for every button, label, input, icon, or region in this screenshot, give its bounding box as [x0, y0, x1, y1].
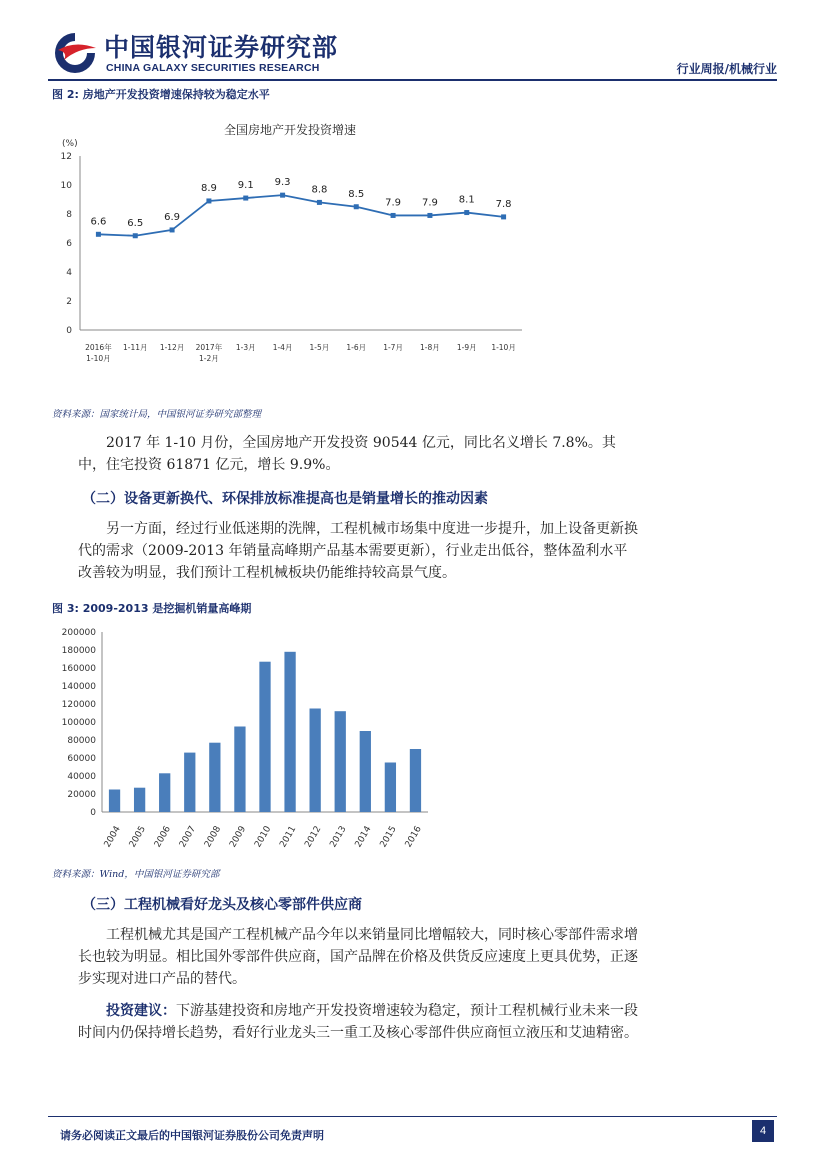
chart1-point [427, 213, 432, 218]
chart2-ytick-label: 120000 [61, 700, 96, 710]
chart1-xtick-label: 1-2月 [199, 354, 219, 363]
chart2-xtick-label: 2011 [278, 824, 299, 850]
footer-divider [48, 1116, 777, 1117]
chart1-data-label: 7.9 [421, 197, 438, 209]
chart2-bar [234, 727, 245, 813]
chart1-ylabel: (%) [62, 139, 78, 149]
chart2-bar [284, 652, 295, 812]
chart1-point [464, 210, 469, 215]
chart2-xtick-label: 2004 [102, 824, 123, 850]
chart1-point [133, 233, 138, 238]
paragraph-investment-text: 2017 年 1-10 月份，全国房地产开发投资 90544 亿元，同比名义增长 7.8%。其中，住宅投资 61871 亿元，增长 9.9%。 [78, 435, 616, 473]
page-number: 4 [752, 1120, 774, 1142]
chart1-xtick-label: 1-8月 [420, 343, 440, 352]
chart2-bar [109, 790, 120, 813]
chart1-xtick-label: 1-3月 [235, 343, 256, 352]
chart1-point [280, 193, 285, 198]
chart2-bar [259, 662, 270, 812]
chart1-data-label: 8.1 [458, 194, 475, 206]
chart2-bar [310, 709, 321, 813]
chart2-bar [410, 749, 421, 812]
chart1-ytick-label: 6 [66, 239, 72, 249]
galaxy-logo-icon [52, 30, 98, 76]
chart1-point [170, 227, 175, 232]
chart1-point [243, 196, 248, 201]
chart1-xtick-label: 1-7月 [383, 343, 403, 352]
figure2-caption: 图 2: 房地产开发投资增速保持较为稳定水平 [52, 88, 270, 101]
chart1-ytick-label: 4 [66, 268, 72, 278]
chart1-xtick-label: 1-10月 [86, 354, 111, 363]
chart2-bar [134, 788, 145, 812]
chart1-point [206, 198, 211, 203]
chart2-xtick-label: 2008 [203, 824, 224, 850]
chart1-data-label: 9.1 [237, 180, 254, 192]
report-category: 行业周报/机械行业 [676, 62, 777, 76]
paragraph-core-parts [78, 924, 638, 990]
line-chart-investment-growth [50, 104, 530, 394]
chart1-ytick-label: 12 [60, 152, 72, 162]
chart2-ytick-label: 140000 [61, 682, 96, 692]
chart2-bar [184, 753, 195, 812]
chart1-xtick-label: 1-10月 [491, 343, 516, 352]
chart2-ytick-label: 100000 [61, 718, 96, 728]
chart2-xtick-label: 2007 [177, 824, 199, 850]
header-divider [48, 79, 777, 81]
paragraph-core-parts-text: 工程机械尤其是国产工程机械产品今年以来销量同比增幅较大，同时核心零部件需求增长也较为明显。相比国外零部件供应商，国产品牌在价格及供货反应速度上更具优势，正逐步实现对进口产品的替代。 [78, 927, 638, 987]
chart2-xtick-label: 2016 [403, 824, 424, 850]
chart1-data-label: 7.8 [495, 198, 512, 210]
chart2-xtick-label: 2015 [378, 824, 399, 850]
chart2-bar [385, 763, 396, 813]
chart1-data-label: 8.5 [348, 188, 365, 200]
section-2-title: （二）设备更新换代、环保排放标准提高也是销量增长的推动因素 [82, 491, 488, 507]
chart1-xtick-label: 2017年 [195, 343, 223, 352]
paragraph-investment-advice [78, 1000, 638, 1044]
logo-english-name: CHINA GALAXY SECURITIES RESEARCH [106, 62, 320, 74]
chart1-point [391, 213, 396, 218]
chart2-bar [159, 773, 170, 812]
figure2-source: 资料来源：国家统计局，中国银河证券研究部整理 [52, 409, 262, 420]
chart2-xtick-label: 2013 [328, 824, 349, 850]
chart1-data-label: 7.9 [385, 197, 402, 209]
chart2-ytick-label: 180000 [61, 646, 96, 656]
chart2-ytick-label: 20000 [67, 790, 96, 800]
chart1-xtick-label: 1-12月 [159, 343, 185, 352]
paragraph-equipment-update-text: 另一方面，经过行业低迷期的洗牌，工程机械市场集中度进一步提升，加上设备更新换代的需求（2009-2013 年销量高峰期产品基本需要更新），行业走出低谷，整体盈利水平改善较为明显，我们预计工程机械板块仍能维持较高景气度。 [78, 521, 638, 581]
chart1-data-label: 9.3 [274, 177, 291, 189]
chart1-data-label: 6.5 [127, 217, 144, 229]
chart1-ytick-label: 0 [66, 326, 72, 336]
paragraph-equipment-update [78, 518, 638, 584]
chart2-xtick-label: 2006 [152, 824, 174, 850]
chart2-xtick-label: 2012 [303, 824, 324, 850]
chart2-xtick-label: 2014 [353, 824, 374, 850]
chart1-data-label: 8.8 [311, 184, 328, 196]
chart1-ytick-label: 2 [66, 297, 72, 307]
disclaimer-notice: 请务必阅读正文最后的中国银河证券股份公司免责声明 [60, 1129, 324, 1142]
chart1-xtick-label: 1-9月 [456, 343, 477, 352]
chart1-point [354, 204, 359, 209]
chart2-ytick-label: 80000 [67, 736, 96, 746]
chart2-bar [335, 711, 346, 812]
chart2-ytick-label: 0 [90, 808, 96, 818]
chart1-xtick-label: 1-6月 [346, 343, 367, 352]
investment-advice-lead: 投资建议： [106, 1003, 176, 1019]
chart2-bar [360, 731, 371, 812]
chart2-xtick-label: 2010 [253, 824, 274, 850]
chart1-data-label: 6.9 [164, 211, 181, 223]
chart2-bar [209, 743, 220, 812]
paragraph-investment [78, 432, 638, 476]
investment-advice-text: 下游基建投资和房地产开发投资增速较为稳定，预计工程机械行业未来一段时间内仍保持增长趋势，看好行业龙头三一重工及核心零部件供应商恒立液压和艾迪精密。 [78, 1003, 638, 1041]
chart1-point [96, 232, 101, 237]
chart1-data-label: 8.9 [200, 182, 217, 194]
chart1-ytick-label: 10 [60, 181, 72, 191]
chart2-ytick-label: 200000 [61, 628, 96, 638]
section-3-title: （三）工程机械看好龙头及核心零部件供应商 [82, 897, 362, 913]
chart1-ytick-label: 8 [66, 210, 72, 220]
bar-chart-excavator-sales [50, 620, 450, 855]
chart2-xtick-label: 2005 [127, 824, 148, 850]
chart1-xtick-label: 2016年 [85, 343, 112, 352]
chart1-title: 全国房地产开发投资增速 [223, 123, 357, 137]
figure3-source: 资料来源：Wind，中国银河证券研究部 [52, 869, 220, 880]
chart2-ytick-label: 60000 [67, 754, 96, 764]
chart1-data-label: 6.6 [90, 216, 107, 228]
chart1-point [501, 214, 506, 219]
chart1-xtick-label: 1-11月 [122, 343, 148, 352]
chart1-xtick-label: 1-5月 [309, 343, 330, 352]
chart1-xtick-label: 1-4月 [272, 343, 293, 352]
chart1-series-line [98, 195, 503, 236]
chart2-xtick-label: 2009 [228, 824, 249, 850]
chart2-ytick-label: 160000 [61, 664, 96, 674]
figure3-caption: 图 3: 2009-2013 是挖掘机销量高峰期 [52, 602, 252, 615]
logo-chinese-name: 中国银河证券研究部 [104, 33, 339, 62]
chart2-ytick-label: 40000 [67, 772, 96, 782]
chart1-point [317, 200, 322, 205]
